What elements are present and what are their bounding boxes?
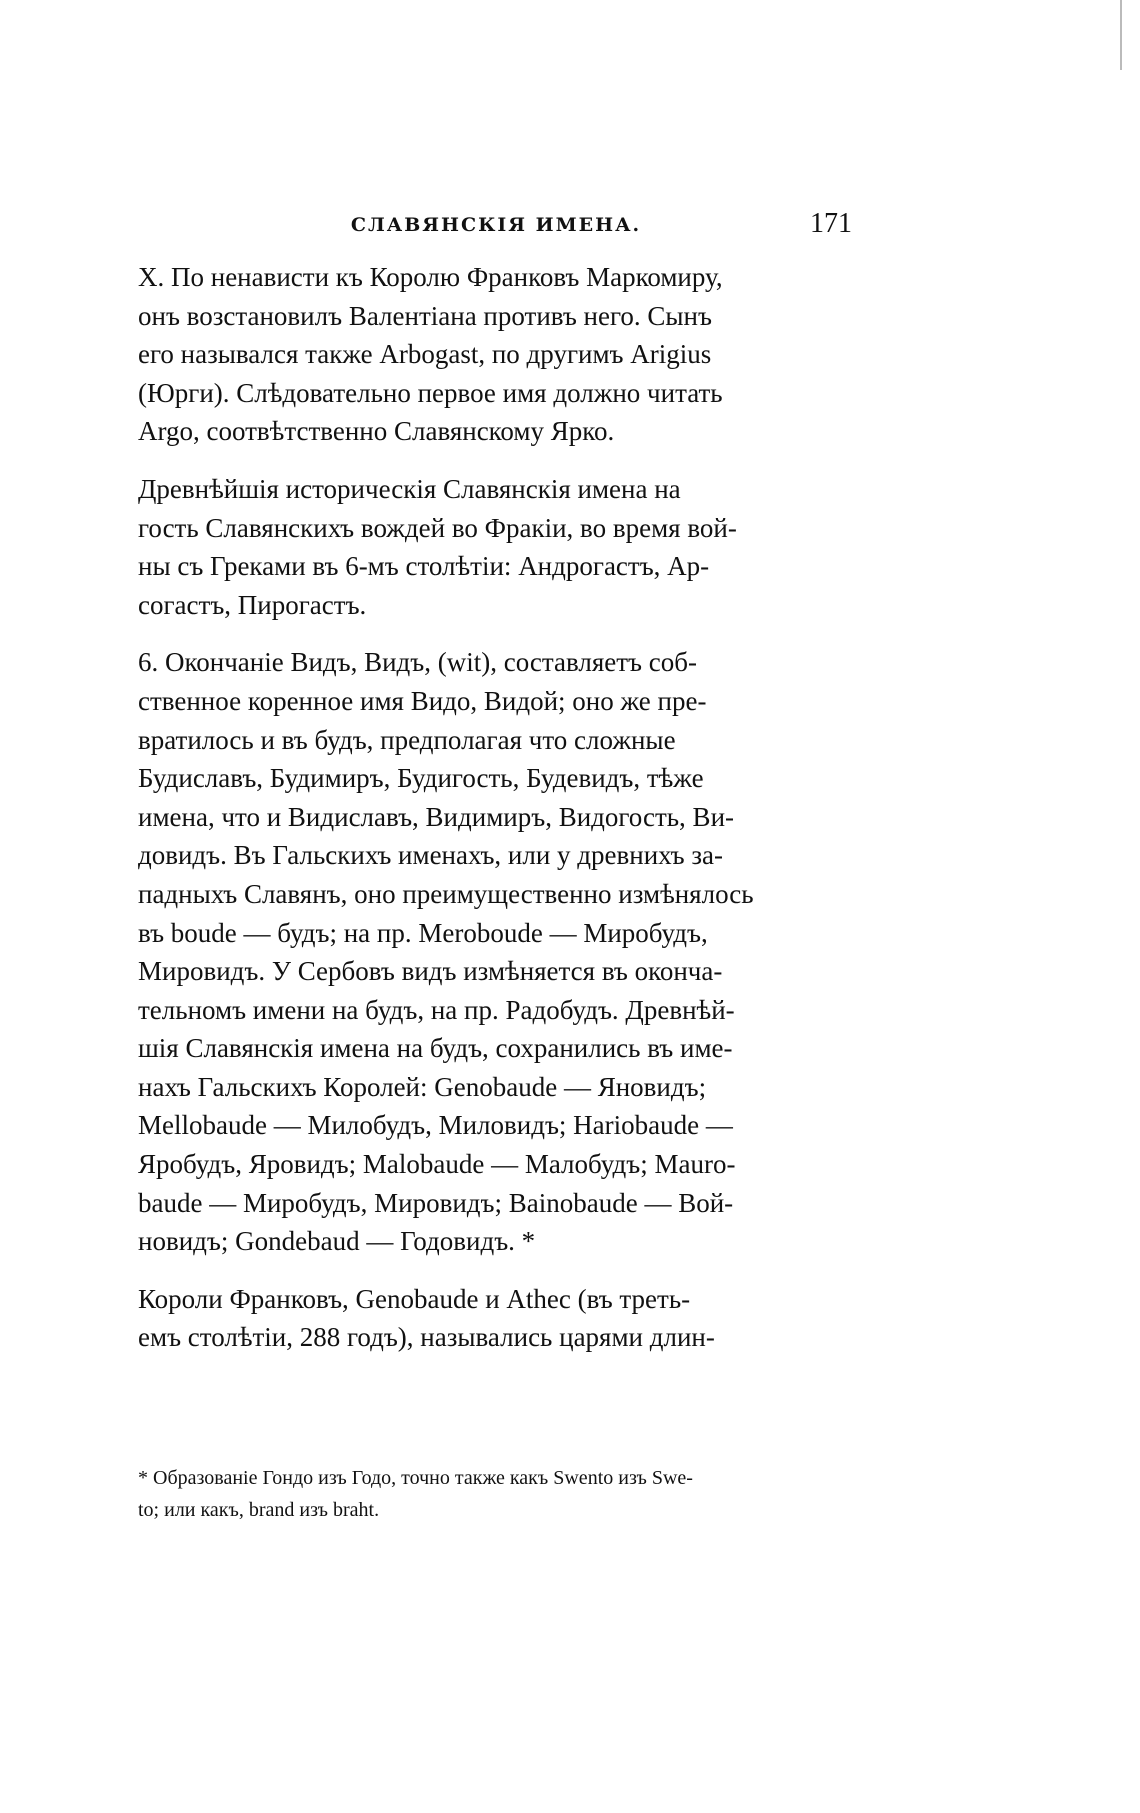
body-text <box>138 258 854 1376</box>
text-line: Яробудъ, Яровидъ; Malobaude — Малобудъ; Mauro- <box>138 1149 736 1180</box>
text-line: падныхъ Славянъ, оно преимущественно измѣнялось <box>138 878 754 909</box>
paragraph <box>138 643 854 1261</box>
text-line: согастъ, Пирогастъ. <box>138 589 367 620</box>
text-line: его назывался также Arbogast, по другимъ Arigius <box>138 339 712 370</box>
text-line: довидъ. Въ Гальскихъ именахъ, или у древнихъ за- <box>138 840 723 871</box>
paragraph <box>138 1280 854 1357</box>
text-line: шія Славянскія имена на будъ, сохранились въ име- <box>138 1033 733 1064</box>
text-line: новидъ; Gondebaud — Годовидъ. * <box>138 1226 536 1257</box>
text-line: Древнѣйшія историческія Славянскія имена на <box>138 473 681 504</box>
text-line: 6. Окончаніе Видъ, Видъ, (wit), составляетъ соб- <box>138 647 697 678</box>
text-line: Короли Франковъ, Genobaude и Athec (въ треть- <box>138 1283 691 1314</box>
margin-rule <box>1120 0 1122 70</box>
text-line: Mellobaude — Милобудъ, Миловидъ; Hariobaude — <box>138 1110 733 1141</box>
text-line: X. По ненависти къ Королю Франковъ Маркомиру, <box>138 262 723 292</box>
text-line: имена, что и Видиславъ, Видимиръ, Видогость, Ви- <box>138 801 735 832</box>
footnote-line: to; или какъ, brand изъ braht. <box>138 1499 380 1521</box>
text-line: (Юрги). Слѣдовательно первое имя должно читать <box>138 377 723 408</box>
text-line: ны съ Греками въ 6-мъ столѣтіи: Андрогастъ, Ар- <box>138 551 710 582</box>
footnote <box>138 1462 854 1526</box>
text-line: Argo, соотвѣтственно Славянскому Ярко. <box>138 416 615 447</box>
running-head <box>140 208 852 248</box>
paragraph <box>138 470 854 624</box>
text-line: Будиславъ, Будимиръ, Будигость, Будевидъ, тѣже <box>138 763 704 794</box>
running-title: СЛАВЯНСКІЯ ИМЕНА. <box>350 214 642 236</box>
text-line: ственное коренное имя Видо, Видой; оно же пре- <box>138 685 707 716</box>
text-line: baude — Миробудъ, Мировидъ; Bainobaude — Вой- <box>138 1187 734 1218</box>
text-line: Мировидъ. У Сербовъ видъ измѣняется въ оконча- <box>138 956 723 987</box>
text-line: гость Славянскихъ вождей во Фракіи, во время вой- <box>138 512 737 543</box>
text-line: онъ возстановилъ Валентіана противъ него. Сынъ <box>138 300 712 331</box>
text-line: тельномъ имени на будъ, на пр. Радобудъ. Древнѣй- <box>138 994 735 1025</box>
paragraph <box>138 258 854 451</box>
text-line: нахъ Гальскихъ Королей: Genobaude — Яновидъ; <box>138 1071 707 1102</box>
page-number: 171 <box>810 208 852 239</box>
text-line: вратилось и въ будъ, предполагая что сложные <box>138 724 676 755</box>
footnotes <box>138 1462 854 1526</box>
text-line: въ boude — будъ; на пр. Meroboude — Миробудъ, <box>138 917 708 948</box>
footnote-line: * Образованіе Гондо изъ Годо, точно также какъ Swento изъ Swe- <box>138 1467 693 1489</box>
text-line: емъ столѣтіи, 288 годъ), назывались царями длин- <box>138 1322 715 1353</box>
